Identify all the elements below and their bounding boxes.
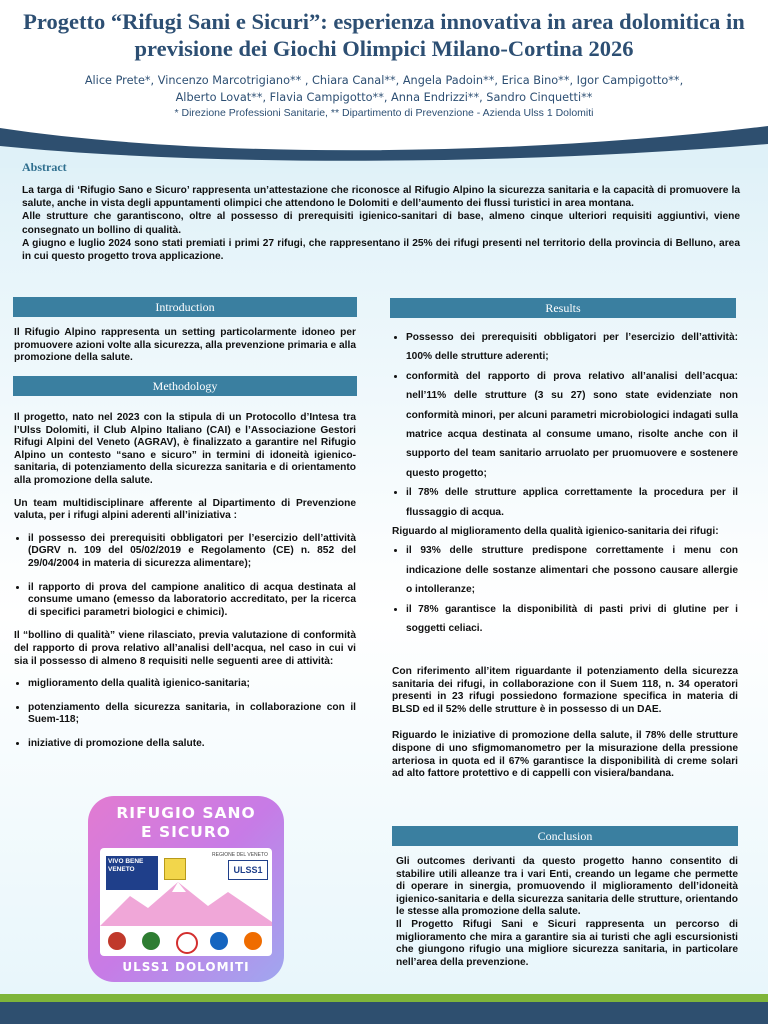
abstract-section	[14, 160, 754, 282]
methodology-body	[14, 412, 356, 761]
results-list-2	[392, 541, 738, 638]
logo-title-line: E SICURO	[141, 823, 231, 841]
conclusion-body	[396, 856, 738, 969]
authors-line-1: Alice Prete*, Vincenzo Marcotrigiano** , Chiara Canal**, Angela Padoin**, Erica Bino**, Igor Campigotto**,	[84, 74, 684, 87]
methodology-heading: Methodology	[13, 376, 357, 396]
rifugio-sano-sicuro-logo	[88, 796, 284, 982]
region-label: REGIONE DEL VENETO	[212, 852, 268, 858]
footer-accent-stripe	[0, 994, 768, 1002]
authors-line-2: Alberto Lovat**, Flavia Campigotto**, Anna Endrizzi**, Sandro Cinquetti**	[175, 91, 593, 104]
poster-title: Progetto “Rifugi Sani e Sicuri”: esperienza innovativa in area dolomitica in previsione dei Giochi Olimpici Milano-Cortina 2026	[23, 9, 745, 61]
methodology-paragraph: Un team multidisciplinare afferente al Dipartimento di Prevenzione valuta, per i rifugi alpini aderenti all’iniziativa :	[14, 497, 356, 522]
methodology-list-1	[14, 533, 356, 620]
affiliations: * Direzione Professioni Sanitarie, ** Dipartimento di Prevenzione - Azienda Ulss 1 Dolomiti	[174, 107, 594, 119]
introduction-heading: Introduction	[13, 297, 357, 317]
conclusion-paragraph: Il Progetto Rifugi Sani e Sicuri rappresenta un percorso di miglioramento che mira a garantire sia ai turisti che agli escursionisti che giungono rifugio una migliore sicurezza sanitaria, in particolare nell’area della prevenzione.	[396, 918, 738, 968]
list-item: • il 93% delle strutture predispone correttamente i menu con indicazione delle sostanze alimentari che possono causare allergie o intolleranze;	[406, 541, 738, 599]
results-body	[392, 328, 738, 639]
cai-logo-icon	[164, 858, 186, 880]
mountains-illustration	[100, 878, 272, 926]
introduction-text: Il Rifugio Alpino rappresenta un setting particolarmente idoneo per promuovere azioni volte alla sicurezza, alla prevenzione primaria e alla promozione della salute.	[14, 327, 356, 364]
results-heading: Results	[390, 298, 736, 318]
badge-icon	[108, 932, 126, 950]
ulss1-logo: ULSS1	[228, 860, 268, 880]
methodology-list-2	[14, 678, 356, 750]
list-item: • Possesso dei prerequisiti obbligatori per l’esercizio dell’attività: 100% delle strutture aderenti;	[406, 328, 738, 367]
introduction-body	[14, 327, 356, 375]
red-cross-icon	[176, 932, 198, 954]
list-item: • iniziative di promozione della salute.	[28, 738, 356, 751]
abstract-paragraph: A giugno e luglio 2024 sono stati premiati i primi 27 rifugi, che rappresentano il 25% dei rifugi presenti nel territorio della provincia di Belluno, area in cui questo progetto trova applicazione.	[22, 237, 740, 263]
logo-partners-panel	[100, 848, 272, 956]
list-item: • il 78% delle strutture applica correttamente la procedura per il flussaggio di acqua.	[406, 483, 738, 522]
logo-title	[88, 804, 284, 842]
list-item: • conformità del rapporto di prova relativo all’analisi dell’acqua: nell’11% delle strutture (3 su 27) sono state evidenziate non conformità minori, per alcuni parametri microbiologici indagati sulla matrice acqua destinata al consume umano, risolte anche con il supporto del team sanitario arruolato per pruomuovere e sostenere questo progetto;	[406, 367, 738, 483]
vivo-bene-text: VIVO BENE	[108, 858, 144, 865]
logo-title-line: RIFUGIO SANO	[116, 804, 256, 822]
methodology-paragraph: Il “bollino di qualità” viene rilasciato, previa valutazione di conformità del rapporto di prova relativo all’analisi dell’acqua, nel caso in cui vi sia il possesso di almeno 8 requisiti nelle seguenti aree di attività:	[14, 630, 356, 667]
badge-icon	[244, 932, 262, 950]
list-item: • il 78% garantisce la disponibilità di pasti privi di glutine per i soggetti celiaci.	[406, 600, 738, 639]
conclusion-paragraph: Gli outcomes derivanti da questo progetto hanno consentito di stabilire utili alleanze tra i vari Enti, creando un legame che permette di operare in sinergia, promuovendo il miglioramento dell’idoneità igienico-sanitaria e della sicurezza sanitaria delle strutture, orientando le stesse alla promozione della salute.	[396, 856, 738, 918]
abstract-paragraph: Alle strutture che garantiscono, oltre al possesso di prerequisiti igienico-sanitari di base, almeno cinque ulteriori requisiti aggiuntivi, viene consegnato un bollino di qualità.	[22, 211, 740, 236]
list-item: • il possesso dei prerequisiti obbligatori per l’esercizio dell’attività (DGRV n. 109 del 05/02/2019 e Regolamento (CE) n. 852 del 29/04/2004 in materia di sicurezza alimentare);	[28, 533, 356, 571]
author-list	[20, 72, 748, 106]
list-item: • potenziamento della sicurezza sanitaria, in collaborazione con il Suem-118;	[28, 702, 356, 727]
results-paragraph: Riguardo le iniziative di promozione della salute, il 78% delle strutture dispone di uno sfigmomanometro per la misurazione della pressione arteriosa in quota ed il 67% garantisce la disponibilità di creme solari ad alto fattore protettivo e di cappelli con visiera/bandana.	[392, 730, 738, 780]
poster-header	[0, 0, 768, 135]
abstract-heading: Abstract	[22, 160, 67, 174]
results-paragraph: Riguardo al miglioramento della qualità igienico-sanitaria dei rifugi:	[392, 526, 719, 538]
results-paragraph: Con riferimento all’item riguardante il potenziamento della sicurezza sanitaria dei rifugi, in collaborazione con il Suem 118, n. 34 operatori presenti in 23 rifugi possiedono formazione specifica in materia di BLSD ed il 52% delle strutture è in possesso di un DAE.	[392, 666, 738, 715]
list-item: • il rapporto di prova del campione analitico di acqua destinata al consume umano (emesso da laboratorio accreditato, per la ricerca di specifici parametri biologici e chimici).	[28, 582, 356, 620]
methodology-paragraph: Il progetto, nato nel 2023 con la stipula di un Protocollo d’Intesa tra l’Ulss Dolomiti, il Club Alpino Italiano (CAI) e l’Associazione Gestori Rifugi Alpini del Veneto (AGRAV), è finalizzato a garantire nel Rifugio Alpino un contesto “sano e sicuro” in termini di idoneità igienico-sanitaria, di potenziamento della sicurezza sanitaria e di orientamento alla promozione della salute.	[14, 412, 356, 486]
abstract-body	[22, 184, 740, 263]
logo-footer-text: ULSS1 DOLOMITI	[122, 960, 250, 974]
veneto-text: VENETO	[108, 866, 135, 873]
conclusion-heading: Conclusion	[392, 826, 738, 846]
list-item: • miglioramento della qualità igienico-sanitaria;	[28, 678, 356, 691]
badge-icon	[210, 932, 228, 950]
results-list-1	[392, 328, 738, 522]
badge-icon	[142, 932, 160, 950]
results-lower-body	[392, 666, 738, 795]
abstract-paragraph: La targa di ‘Rifugio Sano e Sicuro’ rappresenta un’attestazione che riconosce al Rifugio Alpino la sicurezza sanitaria e la capacità di promuovere la salute, anche in vista degli appuntamenti olimpici che attendono le Dolomiti e dell’aumento dei flussi turistici in area montana.	[22, 185, 740, 210]
